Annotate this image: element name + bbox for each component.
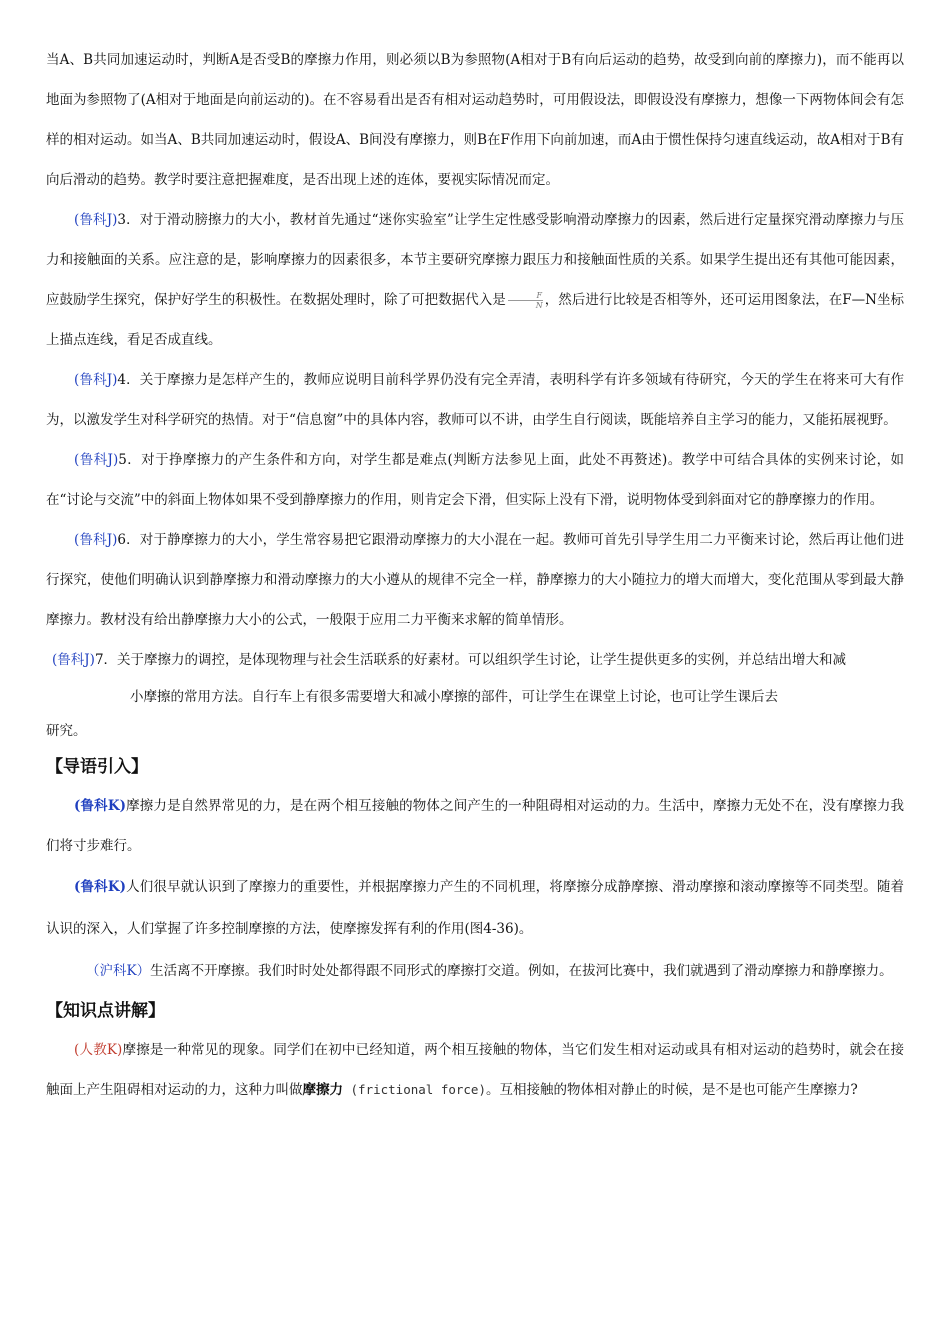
source-tag: （沪科K） xyxy=(86,963,151,979)
intro-paragraph: 当A、B共同加速运动时，判断A是否受B的摩擦力作用，则必须以B为参照物(A相对于B有向后运动的趋势，故受到向前的摩擦力)，而不能再以地面为参照物了(A相对于地面是向前运动的)。在不容易看出是否有相对运动趋势时，可用假设法，即假设没有摩擦力，想像一下两物体间会有怎样的相对运动。如当A、B共同加速运动时，假设A、B间没有摩擦力，则B在F作用下向前加速，而A由于惯性保持匀速直线运动，故A相对于B有向后滑动的趋势。教学时要注意把握难度，是否出现上述的连体，要视实际情况而定。 xyxy=(46,52,904,188)
key-term: 摩擦力 xyxy=(302,1082,343,1098)
source-tag: (鲁科J) xyxy=(74,532,118,548)
intro-text: 生活离不开摩擦。我们时时处处都得跟不同形式的摩擦打交道。例如，在拔河比赛中，我们就遇到了滑动摩擦力和静摩擦力。 xyxy=(150,963,893,979)
note-text: 7．关于摩擦力的调控，是体现物理与社会生活联系的好素材。可以组织学生讨论，让学生提供更多的实例，并总结出增大和减 xyxy=(94,652,847,668)
note-text: 4．关于摩擦力是怎样产生的，教师应说明目前科学界仍没有完全弄清，表明科学有许多领域有待研究，今天的学生在将来可大有作为，以激发学生对科学研究的热情。对于“信息窗”中的具体内容，教师可以不讲，由学生自行阅读，既能培养自主学习的能力，又能拓展视野。 xyxy=(46,372,904,428)
intro-item-3 xyxy=(46,950,904,992)
note-text: 3．对于滑动膀擦力的大小，教材首先通过“迷你实验室”让学生定性感受影响滑动摩擦力的因素，然后进行定量探究滑动摩擦力与压力和接触面的关系。应注意的是，影响摩擦力的因素很多，本节主要研究摩擦力跟压力和接触面性质的关系。如果学生提出还有其他可能因素，应鼓励学生探究，保护好学生的积极性。在数据处理时，除了可把数据代入是 xyxy=(46,212,904,308)
knowledge-text-before: 摩擦是一种常见的现象。同学们在初中已经知道，两个相互接触的物体，当它们发生相对运动或具有相对运动的趋势时，就会在接触面上产生阻碍相对运动的力，这种力叫做 xyxy=(46,1042,904,1098)
intro-text: 摩擦力是自然界常见的力，是在两个相互接触的物体之间产生的一种阻碍相对运动的力。生活中，摩擦力无处不在，没有摩擦力我们将寸步难行。 xyxy=(46,798,905,854)
source-tag: (鲁科J) xyxy=(74,372,118,388)
source-tag: (鲁科K) xyxy=(74,879,126,895)
note-7-line2: 小摩擦的常用方法。自行车上有很多需要增大和减小摩擦的部件，可让学生在课堂上讨论，也可让学生课后去 xyxy=(130,689,778,705)
source-tag: (鲁科J) xyxy=(74,212,118,228)
note-7-line3: 研究。 xyxy=(46,723,87,739)
note-7-line1 xyxy=(46,640,904,680)
fraction-f-over-n: $\frac{F}{N}$ xyxy=(508,291,543,310)
knowledge-paragraph xyxy=(46,1030,904,1110)
source-tag: (人教K) xyxy=(74,1042,123,1058)
source-tag: (鲁科J) xyxy=(52,652,95,668)
note-text: 6．对于静摩擦力的大小，学生常容易把它跟滑动摩擦力的大小混在一起。教师可首先引导学生用二力平衡来讨论，然后再让他们进行探究，使他们明确认识到静摩擦力和滑动摩擦力的大小遵从的规律不完全一样，静摩擦力的大小随拉力的增大而增大，变化范围从零到最大静摩擦力。教材没有给出静摩擦力大小的公式，一般限于应用二力平衡来求解的简单情形。 xyxy=(46,532,904,628)
intro-text: 人们很早就认识到了摩擦力的重要性，并根据摩擦力产生的不同机理，将摩擦分成静摩擦、滑动摩擦和滚动摩擦等不同类型。随着认识的深入，人们掌握了许多控制摩擦的方法，使摩擦发挥有利的作用(图4-36)。 xyxy=(46,879,905,937)
source-tag: (鲁科J) xyxy=(74,452,119,468)
note-5 xyxy=(46,440,904,520)
section-heading-intro: 【导语引入】 xyxy=(46,757,148,777)
note-text: 5．对于挣摩擦力的产生条件和方向，对学生都是难点(判断方法参见上面，此处不再赘述)。教学中可结合具体的实例来讨论，如在“讨论与交流”中的斜面上物体如果不受到静摩擦力的作用，则肯定会下滑，但实际上没有下滑，说明物体受到斜面对它的静摩擦力的作用。 xyxy=(46,452,904,508)
note-text-after: ，然后进行比较是否相等外，还可运用图象法，在F—N坐标上描点连线，看足否成直线。 xyxy=(46,292,905,348)
section-heading-knowledge: 【知识点讲解】 xyxy=(46,1001,165,1021)
intro-item-2 xyxy=(46,866,904,950)
knowledge-text-after: 。互相接触的物体相对静止的时候，是不是也可能产生摩擦力? xyxy=(486,1082,858,1098)
note-3 xyxy=(46,200,904,360)
note-4 xyxy=(46,360,904,440)
note-6 xyxy=(46,520,904,640)
intro-item-1 xyxy=(46,786,904,866)
source-tag: (鲁科K) xyxy=(74,798,126,814)
document-page xyxy=(46,40,904,1110)
key-term-english: (frictional force) xyxy=(343,1082,486,1097)
